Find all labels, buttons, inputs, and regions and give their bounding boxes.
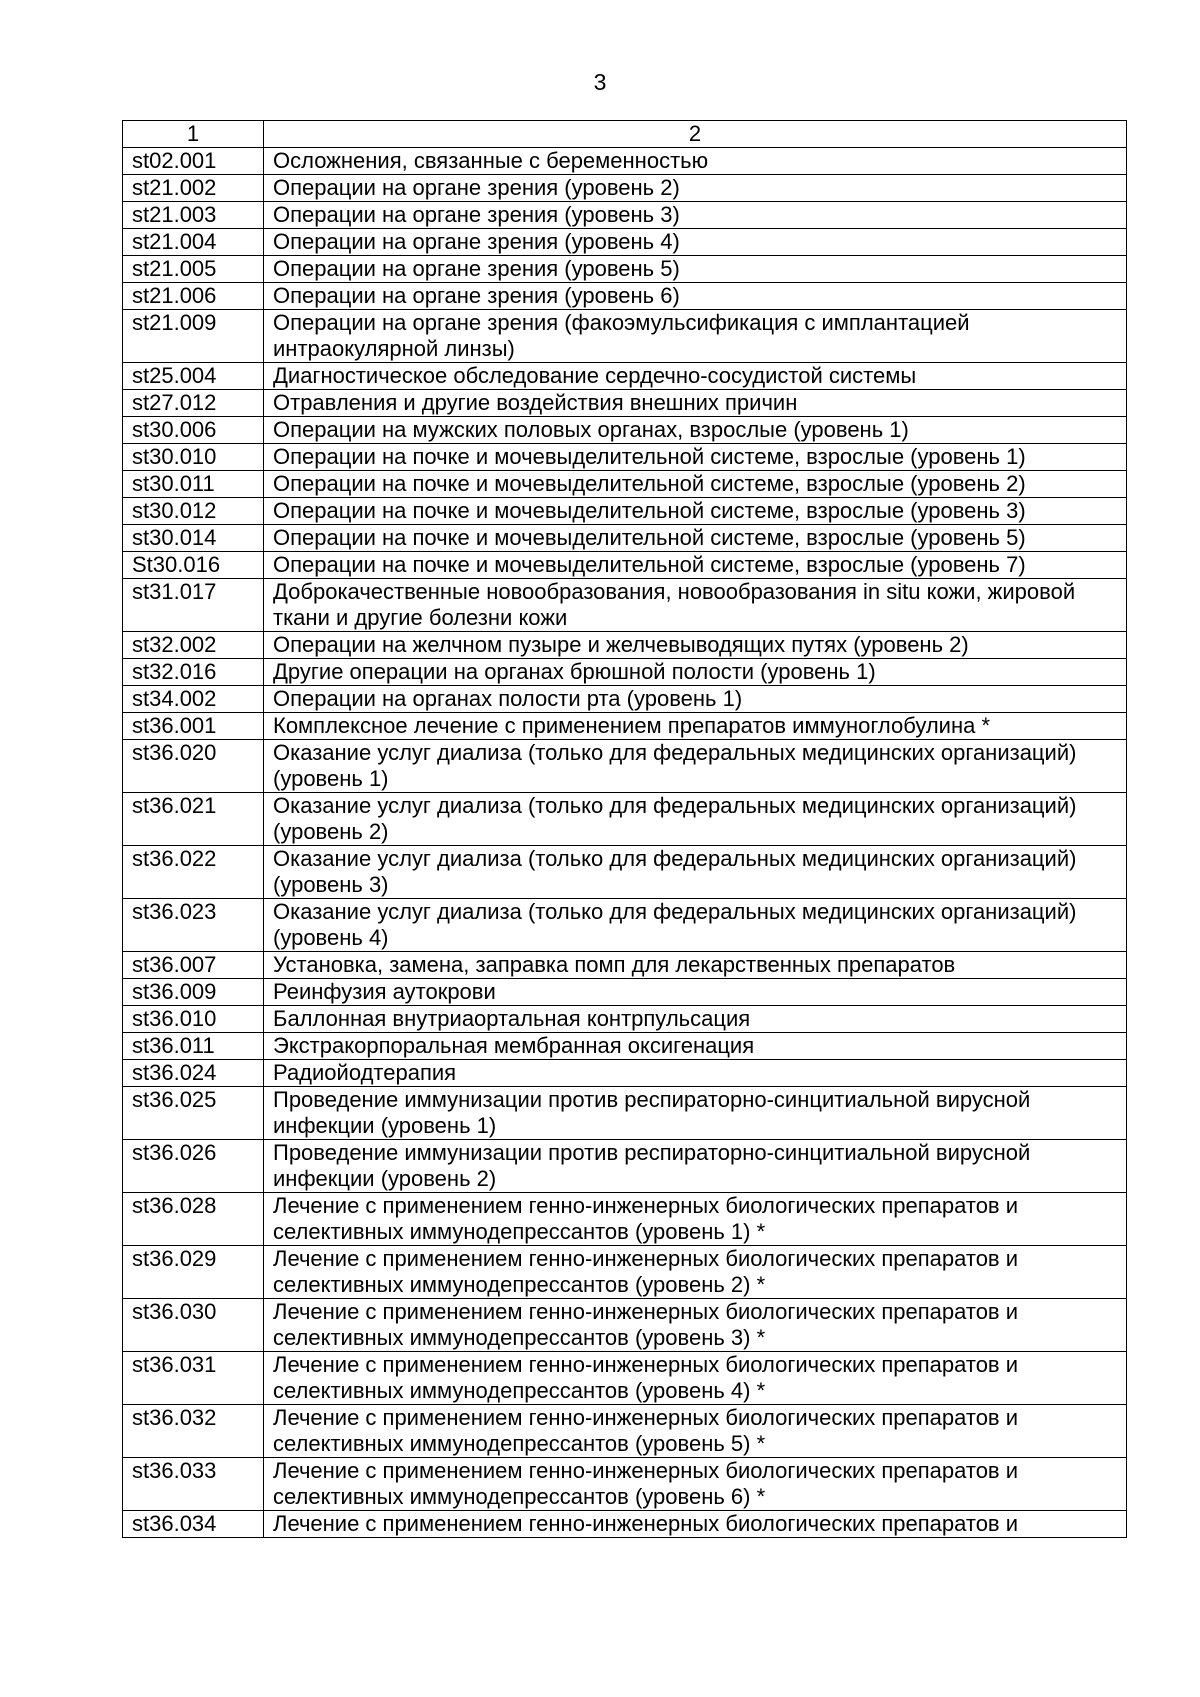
ksg-code-cell: st21.005 xyxy=(123,256,264,283)
table-row xyxy=(123,202,1127,229)
ksg-code-cell: st21.002 xyxy=(123,175,264,202)
table-row xyxy=(123,846,1127,899)
ksg-code-cell: st36.029 xyxy=(123,1246,264,1299)
ksg-code-cell: st30.011 xyxy=(123,471,264,498)
ksg-code-cell: st36.001 xyxy=(123,713,264,740)
ksg-code-cell: st36.009 xyxy=(123,979,264,1006)
table-row xyxy=(123,659,1127,686)
ksg-code-cell: st36.030 xyxy=(123,1299,264,1352)
ksg-code-cell: st32.002 xyxy=(123,632,264,659)
ksg-name-cell: Лечение с применением генно-инженерных биологических препаратов и селективных иммунодепрессантов (уровень 3) * xyxy=(264,1299,1127,1352)
ksg-name-cell: Доброкачественные новообразования, новообразования in situ кожи, жировой ткани и другие болезни кожи xyxy=(264,579,1127,632)
ksg-name-cell: Лечение с применением генно-инженерных биологических препаратов и селективных иммунодепрессантов (уровень 1) * xyxy=(264,1193,1127,1246)
table-row xyxy=(123,256,1127,283)
table-body xyxy=(123,148,1127,1538)
table-row xyxy=(123,899,1127,952)
ksg-code-cell: st36.031 xyxy=(123,1352,264,1405)
table-row xyxy=(123,148,1127,175)
table-row xyxy=(123,1006,1127,1033)
ksg-code-cell: st36.010 xyxy=(123,1006,264,1033)
ksg-name-cell: Операции на почке и мочевыделительной системе, взрослые (уровень 1) xyxy=(264,444,1127,471)
ksg-name-cell: Проведение иммунизации против респираторно-синцитиальной вирусной инфекции (уровень 1) xyxy=(264,1087,1127,1140)
table-row xyxy=(123,525,1127,552)
column-header-1: 1 xyxy=(123,121,264,148)
ksg-code-cell: st36.024 xyxy=(123,1060,264,1087)
ksg-code-cell: st36.033 xyxy=(123,1458,264,1511)
table-row xyxy=(123,793,1127,846)
ksg-name-cell: Экстракорпоральная мембранная оксигенация xyxy=(264,1033,1127,1060)
ksg-name-cell: Лечение с применением генно-инженерных биологических препаратов и селективных иммунодепрессантов (уровень 6) * xyxy=(264,1458,1127,1511)
ksg-code-cell: st36.028 xyxy=(123,1193,264,1246)
ksg-name-cell: Оказание услуг диализа (только для федеральных медицинских организаций) (уровень 1) xyxy=(264,740,1127,793)
ksg-code-cell: st36.026 xyxy=(123,1140,264,1193)
ksg-name-cell: Оказание услуг диализа (только для федеральных медицинских организаций) (уровень 3) xyxy=(264,846,1127,899)
table-header-row xyxy=(123,121,1127,148)
ksg-code-cell: st36.022 xyxy=(123,846,264,899)
ksg-name-cell: Осложнения, связанные с беременностью xyxy=(264,148,1127,175)
ksg-name-cell: Операции на почке и мочевыделительной системе, взрослые (уровень 7) xyxy=(264,552,1127,579)
table-row xyxy=(123,713,1127,740)
ksg-name-cell: Лечение с применением генно-инженерных биологических препаратов и xyxy=(264,1511,1127,1538)
ksg-name-cell: Операции на органах полости рта (уровень 1) xyxy=(264,686,1127,713)
ksg-name-cell: Установка, замена, заправка помп для лекарственных препаратов xyxy=(264,952,1127,979)
ksg-name-cell: Операции на органе зрения (уровень 3) xyxy=(264,202,1127,229)
ksg-code-cell: st36.034 xyxy=(123,1511,264,1538)
ksg-code-cell: st36.020 xyxy=(123,740,264,793)
table-row xyxy=(123,552,1127,579)
ksg-name-cell: Лечение с применением генно-инженерных биологических препаратов и селективных иммунодепрессантов (уровень 5) * xyxy=(264,1405,1127,1458)
ksg-code-cell: st21.003 xyxy=(123,202,264,229)
ksg-code-cell: st21.009 xyxy=(123,310,264,363)
table-row xyxy=(123,1405,1127,1458)
ksg-code-cell: st36.023 xyxy=(123,899,264,952)
ksg-code-cell: st32.016 xyxy=(123,659,264,686)
table-row xyxy=(123,952,1127,979)
ksg-name-cell: Радиойодтерапия xyxy=(264,1060,1127,1087)
table-row xyxy=(123,579,1127,632)
ksg-code-cell: st21.006 xyxy=(123,283,264,310)
table-row xyxy=(123,1511,1127,1538)
ksg-name-cell: Лечение с применением генно-инженерных биологических препаратов и селективных иммунодепрессантов (уровень 2) * xyxy=(264,1246,1127,1299)
ksg-name-cell: Диагностическое обследование сердечно-сосудистой системы xyxy=(264,363,1127,390)
table-row xyxy=(123,363,1127,390)
table-row xyxy=(123,498,1127,525)
table-row xyxy=(123,1060,1127,1087)
ksg-name-cell: Операции на органе зрения (уровень 2) xyxy=(264,175,1127,202)
column-header-2: 2 xyxy=(264,121,1127,148)
page-number: 3 xyxy=(593,69,607,95)
ksg-code-cell: st31.017 xyxy=(123,579,264,632)
table-row xyxy=(123,1246,1127,1299)
ksg-code-cell: st36.032 xyxy=(123,1405,264,1458)
table-row xyxy=(123,1140,1127,1193)
ksg-name-cell: Оказание услуг диализа (только для федеральных медицинских организаций) (уровень 4) xyxy=(264,899,1127,952)
ksg-name-cell: Операции на почке и мочевыделительной системе, взрослые (уровень 5) xyxy=(264,525,1127,552)
ksg-code-cell: st21.004 xyxy=(123,229,264,256)
ksg-code-cell: st36.007 xyxy=(123,952,264,979)
ksg-code-cell: st02.001 xyxy=(123,148,264,175)
table-row xyxy=(123,229,1127,256)
table-row xyxy=(123,390,1127,417)
ksg-name-cell: Реинфузия аутокрови xyxy=(264,979,1127,1006)
ksg-code-cell: st30.012 xyxy=(123,498,264,525)
table-row xyxy=(123,686,1127,713)
table-row xyxy=(123,1352,1127,1405)
ksg-name-cell: Баллонная внутриаортальная контрпульсация xyxy=(264,1006,1127,1033)
ksg-code-cell: st36.025 xyxy=(123,1087,264,1140)
table-row xyxy=(123,283,1127,310)
table-row xyxy=(123,310,1127,363)
ksg-name-cell: Операции на органе зрения (уровень 5) xyxy=(264,256,1127,283)
table-row xyxy=(123,1458,1127,1511)
ksg-name-cell: Операции на почке и мочевыделительной системе, взрослые (уровень 3) xyxy=(264,498,1127,525)
table-row xyxy=(123,417,1127,444)
ksg-code-cell: st36.011 xyxy=(123,1033,264,1060)
table-row xyxy=(123,471,1127,498)
ksg-code-cell: st30.014 xyxy=(123,525,264,552)
ksg-name-cell: Операции на почке и мочевыделительной системе, взрослые (уровень 2) xyxy=(264,471,1127,498)
table-row xyxy=(123,632,1127,659)
ksg-code-cell: st27.012 xyxy=(123,390,264,417)
ksg-code-cell: st34.002 xyxy=(123,686,264,713)
table-row xyxy=(123,979,1127,1006)
table-row xyxy=(123,175,1127,202)
table-row xyxy=(123,1193,1127,1246)
table-row xyxy=(123,1087,1127,1140)
table-row xyxy=(123,444,1127,471)
ksg-code-cell: st25.004 xyxy=(123,363,264,390)
table-row xyxy=(123,1033,1127,1060)
table-row xyxy=(123,1299,1127,1352)
ksg-name-cell: Другие операции на органах брюшной полости (уровень 1) xyxy=(264,659,1127,686)
ksg-code-cell: st36.021 xyxy=(123,793,264,846)
ksg-name-cell: Отравления и другие воздействия внешних причин xyxy=(264,390,1127,417)
table-row xyxy=(123,740,1127,793)
ksg-name-cell: Проведение иммунизации против респираторно-синцитиальной вирусной инфекции (уровень 2) xyxy=(264,1140,1127,1193)
ksg-name-cell: Оказание услуг диализа (только для федеральных медицинских организаций) (уровень 2) xyxy=(264,793,1127,846)
ksg-code-cell: St30.016 xyxy=(123,552,264,579)
ksg-table xyxy=(122,120,1127,1538)
ksg-name-cell: Операции на мужских половых органах, взрослые (уровень 1) xyxy=(264,417,1127,444)
ksg-code-cell: st30.010 xyxy=(123,444,264,471)
table-header xyxy=(123,121,1127,148)
ksg-name-cell: Операции на желчном пузыре и желчевыводящих путях (уровень 2) xyxy=(264,632,1127,659)
ksg-name-cell: Операции на органе зрения (уровень 4) xyxy=(264,229,1127,256)
ksg-name-cell: Комплексное лечение с применением препаратов иммуноглобулина * xyxy=(264,713,1127,740)
ksg-code-cell: st30.006 xyxy=(123,417,264,444)
ksg-name-cell: Операции на органе зрения (уровень 6) xyxy=(264,283,1127,310)
ksg-name-cell: Лечение с применением генно-инженерных биологических препаратов и селективных иммунодепрессантов (уровень 4) * xyxy=(264,1352,1127,1405)
ksg-name-cell: Операции на органе зрения (факоэмульсификация с имплантацией интраокулярной линзы) xyxy=(264,310,1127,363)
